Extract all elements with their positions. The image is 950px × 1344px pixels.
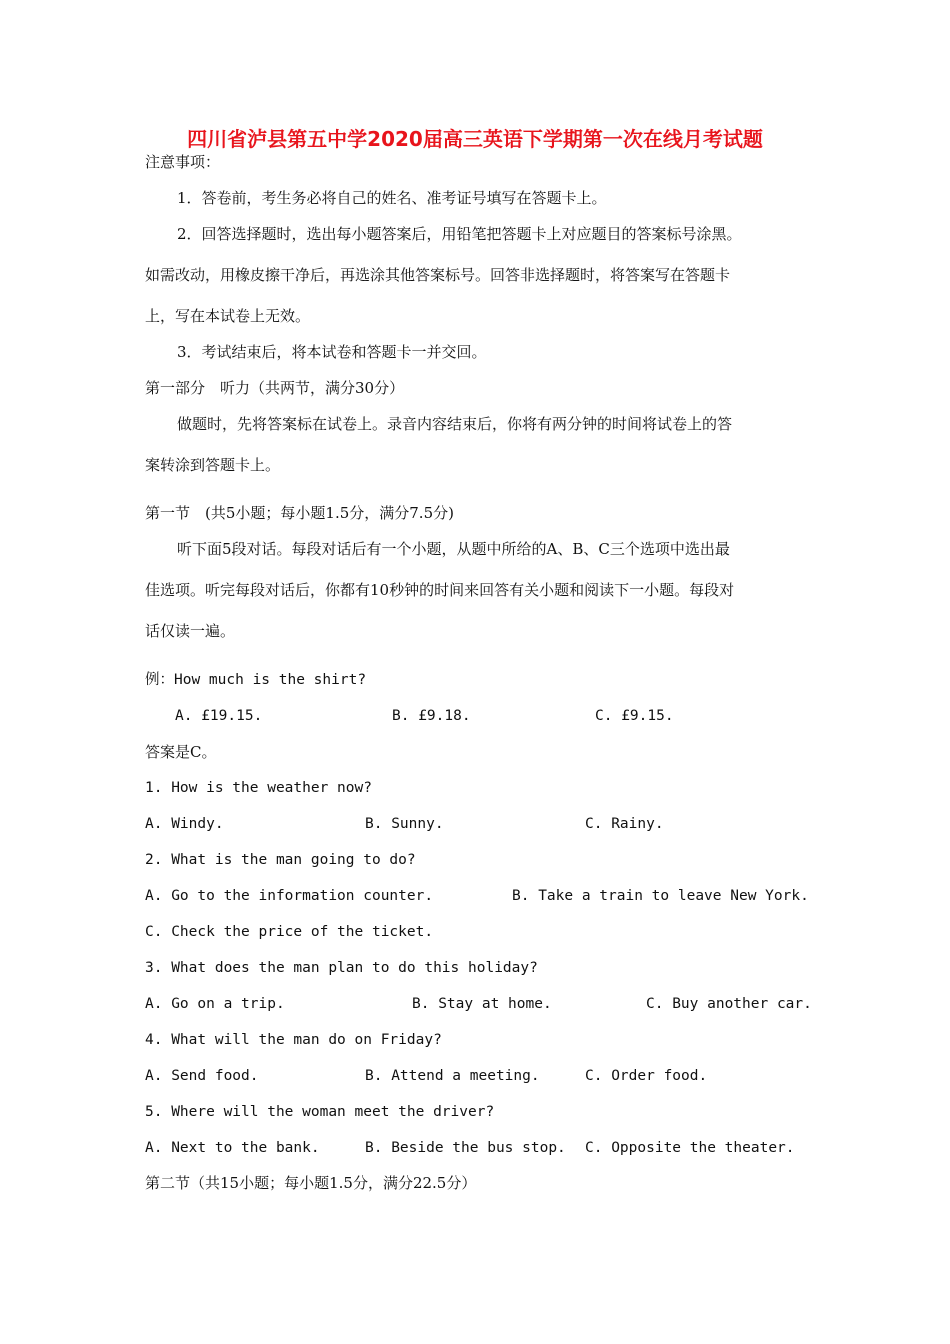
question-5-option-a: A. Next to the bank.: [145, 1140, 320, 1156]
notice-item-3: 3．考试结束后，将本试卷和答题卡一并交回。: [177, 343, 487, 361]
question-5-option-c: C. Opposite the theater.: [585, 1140, 795, 1156]
question-2: 2. What is the man going to do?: [145, 852, 416, 868]
question-4-option-a: A. Send food.: [145, 1068, 259, 1084]
section1-intro-cont: 佳选项。听完每段对话后，你都有10秒钟的时间来回答有关小题和阅读下一小题。每段对: [145, 581, 735, 599]
question-2-option-c: C. Check the price of the ticket.: [145, 924, 434, 940]
notice-heading: 注意事项：: [145, 153, 221, 171]
example-option-c: C. £9.15.: [595, 708, 674, 724]
page-title: 四川省泸县第五中学2020届高三英语下学期第一次在线月考试题: [187, 127, 763, 151]
question-3: 3. What does the man plan to do this holiday?: [145, 960, 538, 976]
question-1: 1. How is the weather now?: [145, 780, 372, 796]
notice-item-2-cont: 如需改动，用橡皮擦干净后，再选涂其他答案标号。回答非选择题时，将答案写在答题卡: [145, 266, 731, 284]
section2-heading: 第二节（共15小题；每小题1.5分，满分22.5分）: [145, 1174, 477, 1192]
part1-heading: 第一部分 听力（共两节，满分30分）: [145, 379, 405, 397]
question-4: 4. What will the man do on Friday?: [145, 1032, 442, 1048]
notice-item-2-end: 上，写在本试卷上无效。: [145, 307, 311, 325]
example-option-b: B. £9.18.: [392, 708, 471, 724]
question-3-option-a: A. Go on a trip.: [145, 996, 285, 1012]
question-1-option-c: C. Rainy.: [585, 816, 664, 832]
example-option-a: A. £19.15.: [175, 708, 263, 724]
question-1-option-a: A. Windy.: [145, 816, 224, 832]
question-2-option-b: B. Take a train to leave New York.: [512, 888, 809, 904]
question-3-option-b: B. Stay at home.: [412, 996, 552, 1012]
section1-intro-end: 话仅读一遍。: [145, 622, 236, 640]
part1-intro: 做题时，先将答案标在试卷上。录音内容结束后，你将有两分钟的时间将试卷上的答: [177, 415, 733, 433]
question-5-option-b: B. Beside the bus stop.: [365, 1140, 566, 1156]
section1-heading: 第一节 (共5小题；每小题1.5分，满分7.5分): [145, 504, 454, 522]
question-2-option-a: A. Go to the information counter.: [145, 888, 434, 904]
example-answer: 答案是C。: [145, 743, 217, 761]
question-4-option-b: B. Attend a meeting.: [365, 1068, 540, 1084]
section1-intro: 听下面5段对话。每段对话后有一个小题，从题中所给的A、B、C三个选项中选出最: [177, 540, 730, 558]
question-1-option-b: B. Sunny.: [365, 816, 444, 832]
part1-intro-cont: 案转涂到答题卡上。: [145, 456, 281, 474]
question-3-option-c: C. Buy another car.: [646, 996, 812, 1012]
example-question: 例：How much is the shirt?: [145, 672, 367, 688]
question-5: 5. Where will the woman meet the driver?: [145, 1104, 495, 1120]
notice-item-2: 2．回答选择题时，选出每小题答案后，用铅笔把答题卡上对应题目的答案标号涂黑。: [177, 225, 742, 243]
question-4-option-c: C. Order food.: [585, 1068, 708, 1084]
notice-item-1: 1．答卷前，考生务必将自己的姓名、准考证号填写在答题卡上。: [177, 189, 607, 207]
